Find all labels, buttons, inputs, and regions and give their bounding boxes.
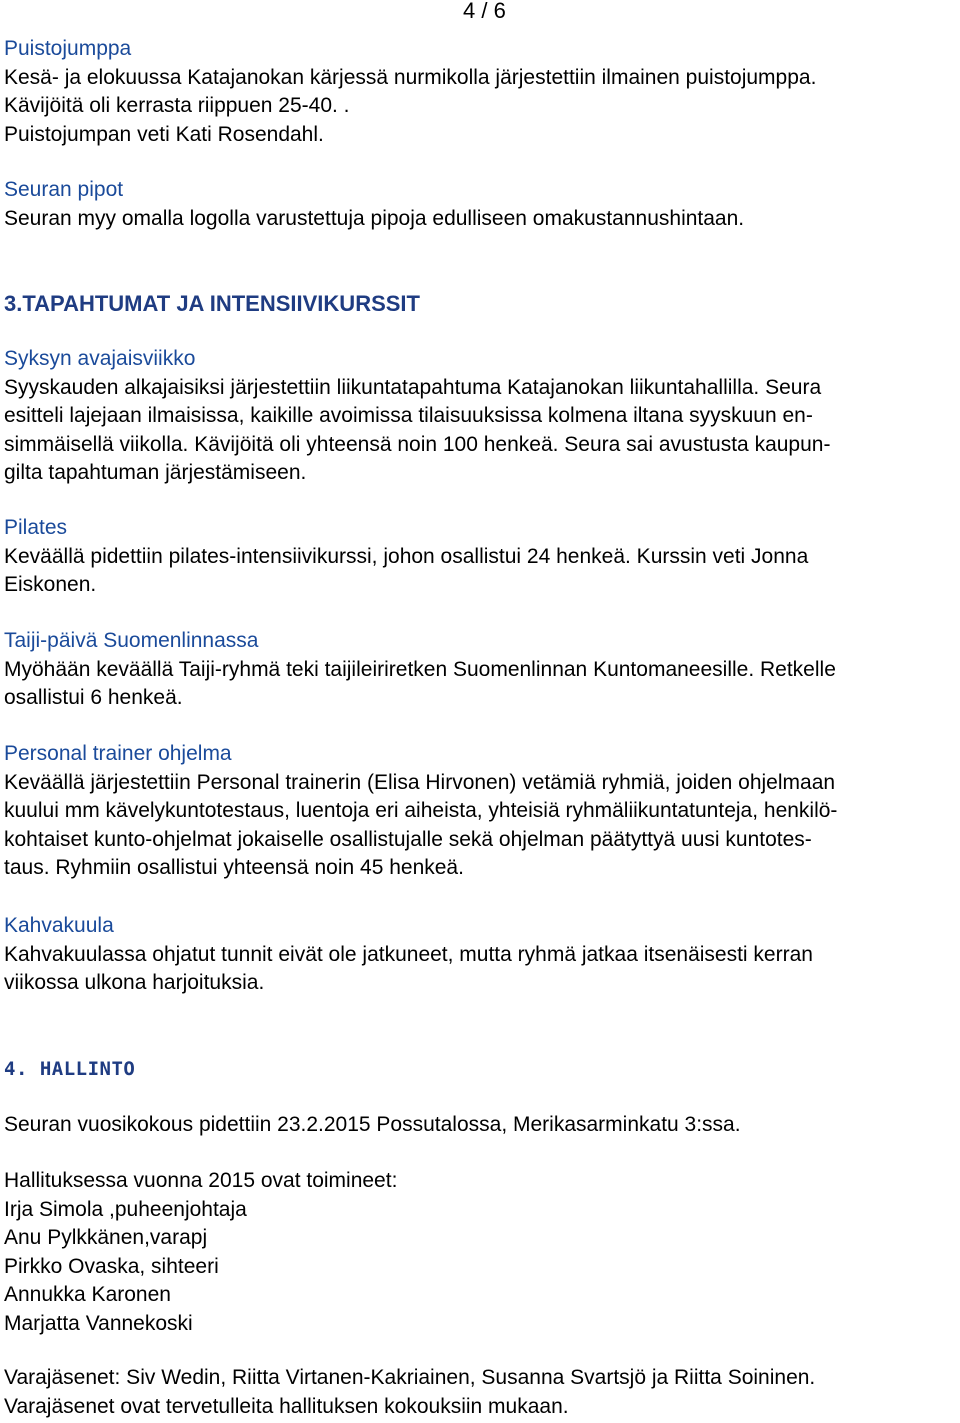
section-kahvakuula (4, 912, 954, 998)
section-pilates (4, 514, 954, 600)
body-line: Myöhään keväällä Taiji-ryhmä teki taijileiriretken Suomenlinnan Kuntomaneesille. Retkelle (4, 657, 836, 681)
section-heading: Taiji-päivä Suomenlinnassa (4, 629, 259, 652)
section-taiji (4, 627, 954, 713)
section-heading: Puistojumppa (4, 37, 132, 60)
body-line: osallistui 6 henkeä. (4, 686, 183, 709)
body-line: Puistojumpan veti Kati Rosendahl. (4, 122, 324, 146)
body-line: Keväällä pidettiin pilates-intensiivikurssi, johon osallistui 24 henkeä. Kurssin veti Jonna (4, 544, 809, 568)
section-tapahtumat (4, 290, 954, 319)
body-line: viikossa ulkona harjoituksia. (4, 971, 265, 994)
section-puistojumppa (4, 35, 954, 149)
body-line: Anu Pylkkänen,varapj (4, 1226, 208, 1249)
body-line: Kahvakuulassa ohjatut tunnit eivät ole jatkuneet, mutta ryhmä jatkaa itsenäisesti kerran (4, 942, 813, 966)
chapter-heading: 3.TAPAHTUMAT JA INTENSIIVIKURSSIT (4, 291, 420, 316)
section-vuosikokous (4, 1111, 954, 1140)
body-line: gilta tapahtuman järjestämiseen. (4, 461, 307, 484)
section-heading: Kahvakuula (4, 914, 114, 937)
body-line: Annukka Karonen (4, 1283, 171, 1306)
body-line: simmäisellä viikolla. Kävijöitä oli yhteensä noin 100 henkeä. Seura sai avustusta kaupun- (4, 432, 831, 456)
section-avajaisviikko (4, 345, 954, 488)
body-line: esitteli lajejaan ilmaisissa, kaikille avoimissa tilaisuuksissa kolmena iltana syyskuun en- (4, 404, 813, 427)
section-heading: Pilates (4, 516, 68, 539)
body-line: Varajäsenet: Siv Wedin, Riitta Virtanen-Kakriainen, Susanna Svartsjö ja Riitta Soininen. (4, 1366, 816, 1389)
body-line: Seuran vuosikokous pidettiin 23.2.2015 Possutalossa, Merikasarminkatu 3:ssa. (4, 1113, 741, 1136)
section-pipot (4, 176, 954, 233)
section-heading: Personal trainer ohjelma (4, 742, 232, 765)
chapter-heading: 4. HALLINTO (4, 1058, 136, 1080)
section-personal-trainer (4, 740, 954, 883)
body-line: Pirkko Ovaska, sihteeri (4, 1254, 219, 1278)
body-line: Keväällä järjestettiin Personal trainerin (Elisa Hirvonen) vetämiä ryhmiä, joiden ohjelmaan (4, 770, 836, 794)
body-line: Marjatta Vannekoski (4, 1311, 193, 1335)
body-line: kuului mm kävelykuntotestaus, luentoja eri aiheista, yhteisiä ryhmäliikuntatunteja, henkilö- (4, 799, 838, 822)
section-varajasenet (4, 1364, 954, 1421)
body-line: Varajäsenet ovat tervetulleita hallituksen kokouksiin mukaan. (4, 1394, 569, 1418)
body-line: kohtaiset kunto-ohjelmat jokaiselle osallistujalle sekä ohjelman päätyttyä uusi kuntotes- (4, 827, 812, 851)
body-line: Syyskauden alkajaisiksi järjestettiin liikuntatapahtuma Katajanokan liikuntahallilla. Seura (4, 375, 822, 399)
body-line: Hallituksessa vuonna 2015 ovat toimineet: (4, 1169, 398, 1192)
section-heading: Syksyn avajaisviikko (4, 347, 196, 370)
body-line: taus. Ryhmiin osallistui yhteensä noin 45 henkeä. (4, 856, 464, 879)
body-line: Irja Simola ,puheenjohtaja (4, 1197, 247, 1221)
page-number: 4 / 6 (463, 0, 506, 23)
section-hallinto (4, 1055, 954, 1084)
body-line: Kävijöitä oli kerrasta riippuen 25-40. . (4, 94, 350, 117)
body-line: Eiskonen. (4, 573, 97, 596)
body-line: Seuran myy omalla logolla varustettuja pipoja edulliseen omakustannushintaan. (4, 206, 745, 230)
body-line: Kesä- ja elokuussa Katajanokan kärjessä nurmikolla järjestettiin ilmainen puistojumppa. (4, 65, 817, 89)
section-heading: Seuran pipot (4, 178, 124, 201)
section-hallitus (4, 1167, 954, 1338)
